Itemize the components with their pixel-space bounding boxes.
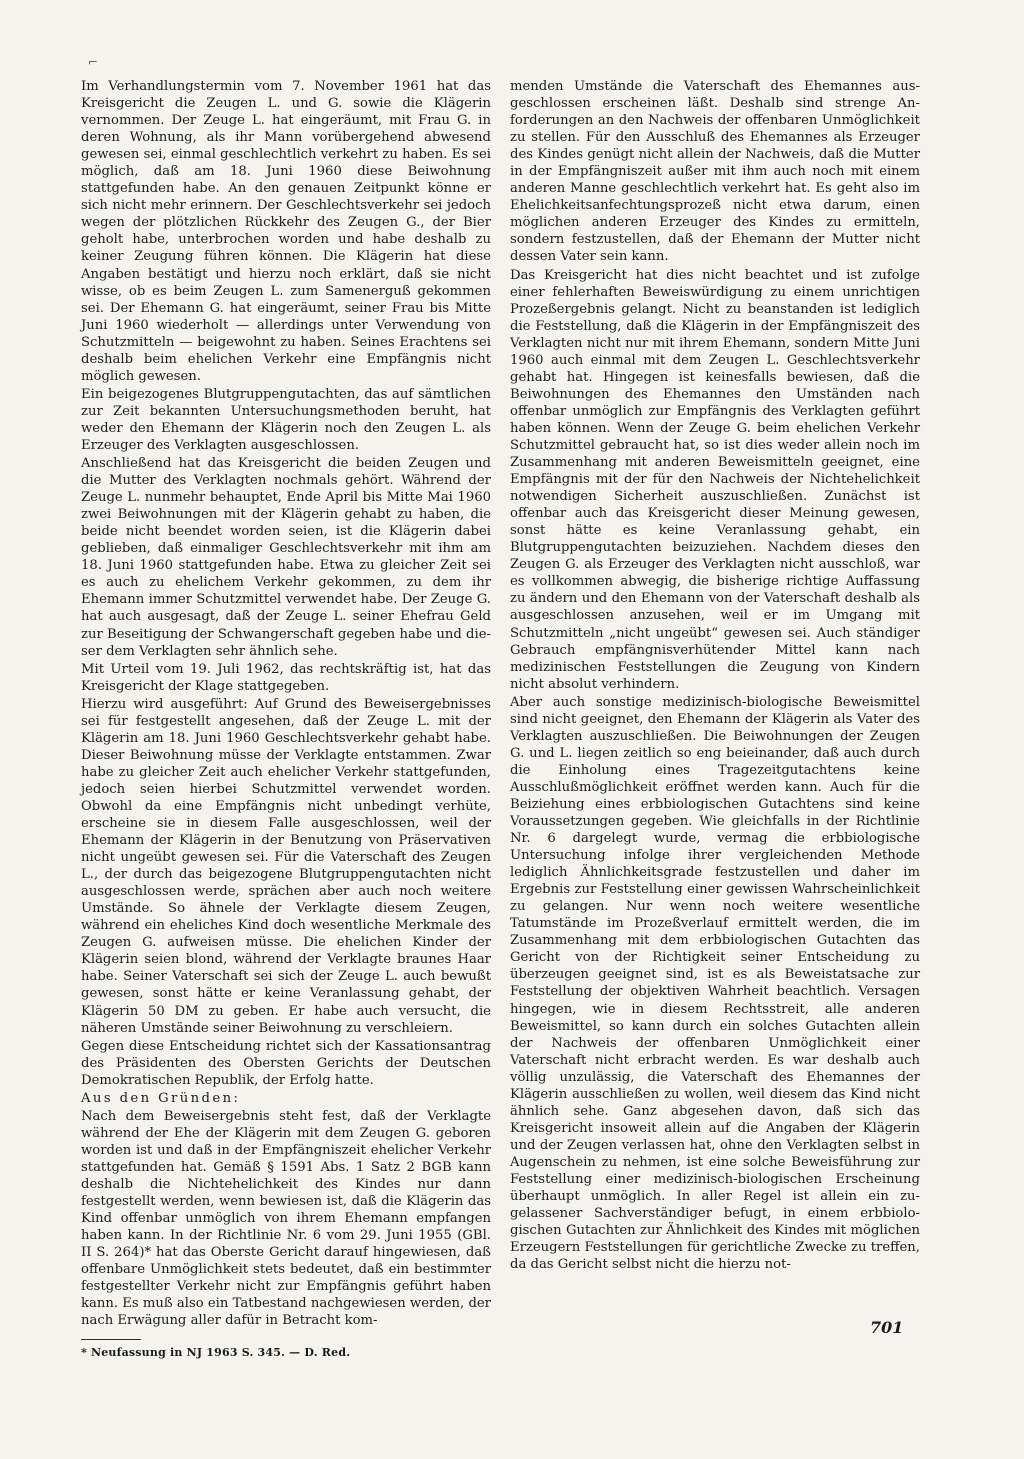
paragraph: Aber auch sonstige medizinisch-biologische Beweismittel sind nicht geeignet, den Ehemann der Klägerin als Vater des Verklagten auszuschließen. Die Beiwohnungen der Zeugen G. und L. liegen zeitlich so eng beieinander, daß auch durch die Einholung eines Tragezeitgutachtens keine Ausschlußmöglichkeit eröffnet werden kann. Auch für die Beiziehung eines erbbiologischen Gutachtens sind keine Voraussetzungen gegeben. Wie gleichfalls in der Richtlinie Nr. 6 dargelegt wurde, vermag die erbbiologische Untersuchung infolge ihrer vergleichenden Methode lediglich Ähnlichkeitsgrade festzustellen und daher im Ergebnis zur Feststellung einer gewissen Wahrscheinlichkeit zu gelangen. Nur wenn noch weitere wesentliche Tatumstände im Prozeßverlauf ermittelt werden, die im Zusammenhang mit dem erbbiologischen Gutachten das Gericht von der Richtigkeit seiner Entscheidung zu überzeugen geeignet sind, ist es als Beweistatsache zur Feststellung der objektiven Wahrheit beachtlich. Versagen hingegen, wie in diesem Rechtsstreit, alle anderen Beweismittel, so kann durch ein solches Gutachten allein der Nachweis der offenbaren Unmöglichkeit einer Vaterschaft nicht erbracht werden. Es war deshalb auch völlig unzulässig, die Vaterschaft des Ehemannes der Klägerin ausschließen zu wollen, weil diesem das Kind nicht ähnlich sehe. Ganz abgesehen davon, daß sich das Kreisgericht insoweit allein auf die Angaben der Klägerin und der Zeugen verlassen hat, ohne den Verklagten selbst in Augenschein zu nehmen, ist eine solche Beweisführung zur Feststellung einer medizinisch-biologischen Erscheinung überhaupt unmöglich. In aller Regel ist allein ein zugelassener Sachverständiger befugt, in einem erbbiologischen Gutachten zur Ähnlichkeit des Kindes mit möglichen Erzeugern Feststellungen für gerichtliche Zwecke zu treffen, da das Gericht selbst nicht die hierzu not- (510, 694, 920, 1273)
right-column (510, 78, 920, 1274)
scan-mark: ⌐ (88, 55, 99, 69)
paragraph: Ein beigezogenes Blutgruppengutachten, das auf sämtlichen zur Zeit bekannten Untersuchungsmethoden beruht, hat weder den Ehemann der Klägerin noch den Zeugen L. als Erzeuger des Verklagten ausgeschlossen. (81, 386, 491, 453)
paragraph: menden Umstände die Vaterschaft des Ehemannes ausgeschlossen erscheinen läßt. Deshalb sind strenge Anforderungen an den Nachweis der offenbaren Unmöglichkeit zu stellen. Für den Ausschluß des Ehemannes als Erzeuger des Kindes genügt nicht allein der Nachweis, daß die Mutter in der Empfängniszeit außer mit ihm auch noch mit einem anderen Manne geschlechtlich verkehrt hat. Es geht also im Ehelichkeitsanfechtungsprozeß nicht etwa darum, einen möglichen anderen Erzeuger des Kindes zu ermitteln, sondern festzustellen, daß der Ehemann der Mutter nicht dessen Vater sein kann. (510, 79, 920, 265)
paragraph: Nach dem Beweisergebnis steht fest, daß der Verklagte während der Ehe der Klägerin mit dem Zeugen G. geboren worden ist und daß in der Empfängniszeit ehelicher Verkehr stattgefunden hat. Gemäß § 1591 Abs. 1 Satz 2 BGB kann deshalb die Nichtehelichkeit des Kindes nur dann festgestellt werden, wenn bewiesen ist, daß die Klägerin das Kind offenbar unmöglich von ihrem Ehemann empfangen haben kann. In der Richtlinie Nr. 6 vom 29. Juni 1955 (GBl. II S. 264)* hat das Oberste Gericht darauf hingewiesen, daß offenbare Unmöglichkeit stets bedeutet, daß ein bestimmter festgestellter Verkehr nicht zur Empfängnis geführt haben kann. Es muß also ein Tatbestand nachgewiesen werden, der nach Erwägung aller dafür in Betracht kom- (81, 1108, 491, 1329)
footnote: * Neufassung in NJ 1963 S. 345. — D. Red. (81, 1346, 351, 1360)
page-number: 701 (870, 1318, 904, 1337)
section-heading: Aus den Gründen: (81, 1090, 241, 1106)
paragraph: Im Verhandlungstermin vom 7. November 1961 hat das Kreisgericht die Zeugen L. und G. sowie die Klägerin vernommen. Der Zeuge L. hat eingeräumt, mit Frau G. in deren Wohnung, als ihr Mann vorübergehend abwesend gewesen sei, einmal geschlechtlich verkehrt zu haben. Es sei möglich, daß am 18. Juni 1960 diese Beiwohnung stattgefunden habe. An den genauen Zeitpunkt könne er sich nicht mehr erinnern. Der Geschlechtsverkehr sei jedoch wegen der plötzlichen Rückkehr des Zeugen G., der Bier geholt habe, unterbrochen worden und habe deshalb zu keiner Zeugung führen können. Die Klägerin hat diese Angaben bestätigt und hierzu noch erklärt, daß sie nicht wisse, ob es beim Zeugen L. zum Samenerguß gekommen sei. Der Ehemann G. hat eingeräumt, seiner Frau bis Mitte Juni 1960 wiederholt — allerdings unter Verwendung von Schutzmitteln — beigewohnt zu haben. Seines Erachtens sei deshalb beim ehelichen Verkehr eine Empfängnis nicht möglich gewesen. (81, 79, 491, 384)
left-column (81, 78, 491, 1361)
paragraph: Mit Urteil vom 19. Juli 1962, das rechtskräftig ist, hat das Kreisgericht der Klage stattgegeben. (81, 661, 491, 694)
paragraph: Anschließend hat das Kreisgericht die beiden Zeugen und die Mutter des Verklagten nochmals gehört. Während der Zeuge L. nunmehr behauptet, Ende April bis Mitte Mai 1960 zwei Beiwohnungen mit der Klägerin gehabt zu haben, die beide nicht beendet worden seien, ist die Klägerin dabei geblieben, daß einmaliger Geschlechtsverkehr mit ihm am 18. Juni 1960 stattgefunden habe. Etwa zu gleicher Zeit sei es auch zu ehelichem Verkehr gekommen, zu dem ihr Ehemann immer Schutzmittel verwendet habe. Der Zeuge G. hat auch ausgesagt, daß der Zeuge L. seiner Ehefrau Geld zur Beseitigung der Schwangerschaft gegeben habe und dieser dem Verklagten sehr ähnlich sehe. (81, 456, 491, 659)
paragraph: Das Kreisgericht hat dies nicht beachtet und ist zufolge einer fehlerhaften Beweiswürdigung zu einem unrichtigen Prozeßergebnis gelangt. Nicht zu beanstanden ist lediglich die Feststellung, daß die Klägerin in der Empfängniszeit des Verklagten nicht nur mit ihrem Ehemann, sondern Mitte Juni 1960 auch einmal mit dem Zeugen L. Geschlechtsverkehr gehabt hat. Hingegen ist keinesfalls bewiesen, daß die Beiwohnungen des Ehemannes den Umständen nach offenbar unmöglich zur Empfängnis des Verklagten geführt haben können. Wenn der Zeuge G. beim ehelichen Verkehr Schutzmittel gebraucht hat, so ist dies weder allein noch im Zusammenhang mit anderen Beweismitteln geeignet, eine Empfängnis mit der für den Nachweis der Nichtehelichkeit notwendigen Sicherheit auszuschließen. Zunächst ist offenbar auch das Kreisgericht dieser Meinung gewesen, sonst hätte es keine Veranlassung gehabt, ein Blutgruppengutachten beizuziehen. Nachdem dieses den Zeugen G. als Erzeuger des Verklagten nicht ausschloß, war es vollkommen abwegig, die bisherige richtige Auffassung zu ändern und den Ehemann von der Vaterschaft deshalb als ausgeschlossen anzusehen, weil er im Umgang mit Schutzmitteln „nicht ungeübt“ gewesen sei. Auch ständiger Gebrauch empfängnisverhütender Mittel kann nach medizinischen Feststellungen die Zeugung von Kindern nicht absolut verhindern. (510, 267, 920, 692)
paragraph: Hierzu wird ausgeführt: Auf Grund des Beweisergebnisses sei für festgestellt angesehen, daß der Zeuge L. mit der Klägerin am 18. Juni 1960 Geschlechtsverkehr gehabt habe. Dieser Beiwohnung müsse der Verklagte entstammen. Zwar habe zu gleicher Zeit auch ehelicher Verkehr stattgefunden, jedoch seien hierbei Schutzmittel verwendet worden. Obwohl da eine Empfängnis nicht unbedingt verhüte, erscheine sie in diesem Falle ausgeschlossen, weil der Ehemann der Klägerin in der Benutzung von Präservativen nicht ungeübt gewesen sei. Für die Vaterschaft des Zeugen L., der durch das beigezogene Blutgruppengutachten nicht ausgeschlossen werde, sprächen aber auch noch weitere Umstände. So ähnele der Verklagte diesem Zeugen, während ein eheliches Kind doch wesentliche Merkmale des Zeugen G. aufweisen müsse. Die ehelichen Kinder der Klägerin seien blond, während der Verklagte braunes Haar habe. Seiner Vaterschaft sei sich der Zeuge L. auch bewußt gewesen, sonst hätte er keine Veranlassung gehabt, der Klägerin 50 DM zu geben. Er habe auch versucht, die näheren Umstände seiner Beiwohnung zu verschleiern. (81, 696, 491, 1036)
paragraph: Gegen diese Entscheidung richtet sich der Kassationsantrag des Präsidenten des Obersten Gerichts der Deutschen Demokratischen Republik, der Erfolg hatte. (81, 1038, 491, 1088)
footnote-divider (81, 1339, 141, 1340)
